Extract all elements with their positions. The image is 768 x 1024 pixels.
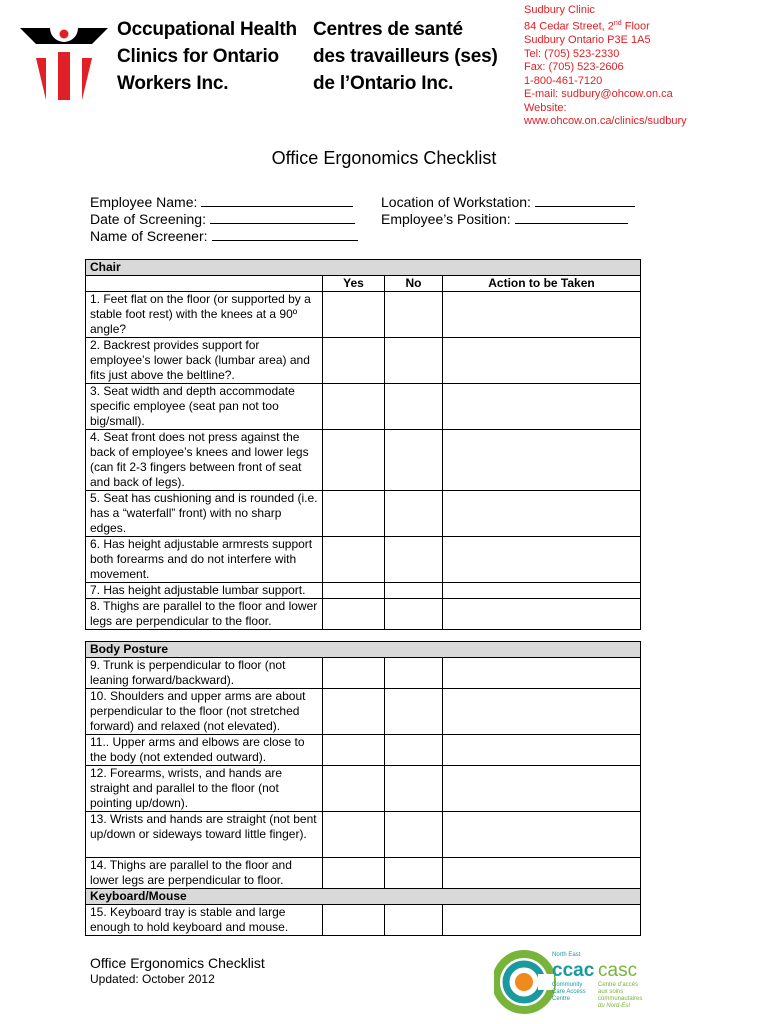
employee-name-field[interactable]: Employee Name: [90,194,353,210]
org-fr-line-2: des travailleurs (ses) [313,46,498,67]
chair-checklist-table [85,259,641,630]
table-row [86,430,641,491]
org-en-line-3: Workers Inc. [117,73,229,94]
action-cell[interactable] [443,537,641,583]
action-cell[interactable] [443,858,641,889]
no-cell[interactable] [385,599,443,630]
svg-text:Centre d’accès: Centre d’accès [598,982,639,988]
svg-text:Care Access: Care Access [552,989,586,995]
clinic-tel: Tel: (705) 523-2330 [524,47,620,60]
item-text: 10. Shoulders and upper arms are about perpendicular to the floor (not stretched forward) and relaxed (not elevated). [86,689,323,735]
table-row [86,658,641,689]
casc-wordmark: casc [598,960,638,981]
action-cell[interactable] [443,812,641,858]
org-en-line-2: Clinics for Ontario [117,46,279,67]
no-cell[interactable] [385,292,443,338]
no-cell[interactable] [385,689,443,735]
document-title: Office Ergonomics Checklist [271,148,497,168]
ohcow-logo-icon [20,22,108,102]
action-cell[interactable] [443,292,641,338]
no-cell[interactable] [385,812,443,858]
svg-text:aux soins: aux soins [598,989,624,995]
action-cell[interactable] [443,430,641,491]
no-cell[interactable] [385,658,443,689]
clinic-street: 84 Cedar Street, 2nd Floor [524,20,650,34]
col-yes-header: Yes [323,276,385,292]
org-fr-line-3: de l’Ontario Inc. [313,73,454,94]
action-cell[interactable] [443,735,641,766]
action-cell[interactable] [443,599,641,630]
no-cell[interactable] [385,735,443,766]
no-cell[interactable] [385,338,443,384]
table-row [86,766,641,812]
clinic-email[interactable]: E-mail: sudbury@ohcow.on.ca [524,88,673,101]
no-cell[interactable] [385,858,443,889]
col-action-header: Action to be Taken [443,276,641,292]
item-text: 14. Thighs are parallel to the floor and lower legs are perpendicular to floor. [86,858,323,889]
table-row [86,583,641,599]
yes-cell[interactable] [323,858,385,889]
date-of-screening-field[interactable]: Date of Screening: [90,211,355,227]
location-of-workstation-field[interactable]: Location of Workstation: [381,194,635,210]
item-text: 2. Backrest provides support for employee’s lower back (lumbar area) and fits just above the beltline?. [86,338,323,384]
item-text: 12. Forearms, wrists, and hands are straight and parallel to the floor (not pointing up/down). [86,766,323,812]
table-row [86,812,641,858]
table-row [86,292,641,338]
table-row [86,384,641,430]
no-cell[interactable] [385,384,443,430]
yes-cell[interactable] [323,812,385,858]
yes-cell[interactable] [323,292,385,338]
body-posture-checklist-table [85,641,641,936]
action-cell[interactable] [443,583,641,599]
yes-cell[interactable] [323,384,385,430]
action-cell[interactable] [443,658,641,689]
footer-updated-date: Updated: October 2012 [90,972,215,986]
action-cell[interactable] [443,905,641,936]
action-cell[interactable] [443,766,641,812]
item-text: 5. Seat has cushioning and is rounded (i.e. has a “waterfall” front) with no sharp edges. [86,491,323,537]
no-cell[interactable] [385,905,443,936]
ccac-wordmark: ccac [552,960,595,981]
svg-text:Community: Community [552,982,583,988]
employees-position-field[interactable]: Employee’s Position: [381,211,628,227]
action-cell[interactable] [443,384,641,430]
item-text: 9. Trunk is perpendicular to floor (not leaning forward/backward). [86,658,323,689]
section-title-chair: Chair [86,260,641,276]
no-cell[interactable] [385,766,443,812]
org-name-english [117,16,297,97]
yes-cell[interactable] [323,905,385,936]
no-cell[interactable] [385,491,443,537]
footer-title: Office Ergonomics Checklist [90,955,265,971]
table-row [86,858,641,889]
clinic-website-link[interactable]: www.ohcow.on.ca/clinics/sudbury [524,114,687,127]
clinic-contact-block [524,4,687,128]
org-name-french [313,16,498,97]
yes-cell[interactable] [323,430,385,491]
table-row [86,689,641,735]
item-text: 11.. Upper arms and elbows are close to the body (not extended outward). [86,735,323,766]
yes-cell[interactable] [323,766,385,812]
table-row [86,491,641,537]
item-text: 3. Seat width and depth accommodate specific employee (seat pan not too big/small). [86,384,323,430]
table-row [86,599,641,630]
svg-text:communautaires: communautaires [598,996,643,1002]
clinic-fax: Fax: (705) 523-2606 [524,61,624,74]
section-title-keyboard-mouse: Keyboard/Mouse [86,889,641,905]
yes-cell[interactable] [323,583,385,599]
no-cell[interactable] [385,537,443,583]
col-item-header [86,276,323,292]
clinic-tollfree: 1-800-461-7120 [524,74,603,87]
org-en-line-1: Occupational Health [117,19,297,40]
table-row [86,905,641,936]
svg-text:du Nord-Est: du Nord-Est [598,1003,631,1009]
name-of-screener-field[interactable]: Name of Screener: [90,228,358,244]
item-text: 15. Keyboard tray is stable and large enough to hold keyboard and mouse. [86,905,323,936]
item-text: 4. Seat front does not press against the back of employee’s knees and lower legs (can fit 2-3 fingers between front of seat and back of legs). [86,430,323,491]
clinic-website-label: Website: [524,101,567,114]
clinic-name: Sudbury Clinic [524,4,595,16]
yes-cell[interactable] [323,599,385,630]
table-row [86,338,641,384]
ccac-region: North East [552,952,581,958]
yes-cell[interactable] [323,658,385,689]
table-row [86,537,641,583]
item-text: 7. Has height adjustable lumbar support. [86,583,323,599]
item-text: 8. Thighs are parallel to the floor and lower legs are perpendicular to the floor. [86,599,323,630]
section-title-body-posture: Body Posture [86,642,641,658]
action-cell[interactable] [443,338,641,384]
yes-cell[interactable] [323,689,385,735]
no-cell[interactable] [385,583,443,599]
org-fr-line-1: Centres de santé [313,19,463,40]
action-cell[interactable] [443,491,641,537]
yes-cell[interactable] [323,735,385,766]
ccac-casc-logo-icon [494,948,654,1016]
yes-cell[interactable] [323,338,385,384]
action-cell[interactable] [443,689,641,735]
yes-cell[interactable] [323,491,385,537]
table-row [86,735,641,766]
clinic-city: Sudbury Ontario P3E 1A5 [524,34,651,47]
no-cell[interactable] [385,430,443,491]
item-text: 13. Wrists and hands are straight (not bent up/down or sideways toward little finger). [86,812,323,858]
svg-text:Centre: Centre [552,996,571,1002]
yes-cell[interactable] [323,537,385,583]
col-no-header: No [385,276,443,292]
item-text: 6. Has height adjustable armrests support both forearms and do not interfere with movement. [86,537,323,583]
item-text: 1. Feet flat on the floor (or supported by a stable foot rest) with the knees at a 90º angle? [86,292,323,338]
